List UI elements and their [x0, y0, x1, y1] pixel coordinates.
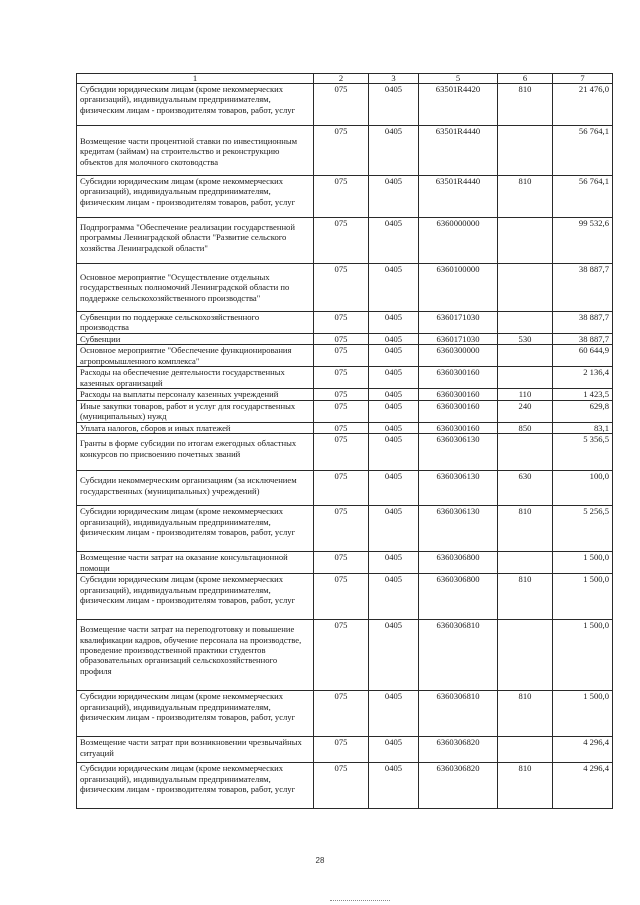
row-expense-type: 810 — [498, 506, 553, 552]
row-grbs: 075 — [314, 422, 369, 433]
row-section: 0405 — [369, 552, 419, 574]
row-grbs: 075 — [314, 334, 369, 345]
header-col-6: 6 — [498, 74, 553, 84]
header-col-7: 7 — [553, 74, 613, 84]
row-section: 0405 — [369, 218, 419, 264]
row-target-article: 6360300160 — [419, 389, 498, 400]
row-expense-type — [498, 434, 553, 471]
row-sum: 1 500,0 — [553, 620, 613, 691]
row-section: 0405 — [369, 506, 419, 552]
row-expense-type — [498, 552, 553, 574]
row-target-article: 6360171030 — [419, 312, 498, 334]
row-section: 0405 — [369, 176, 419, 218]
row-target-article: 6360306810 — [419, 620, 498, 691]
row-target-article: 6360306130 — [419, 471, 498, 506]
row-expense-type — [498, 345, 553, 367]
row-name: Субсидии некоммерческим организациям (за исключением государственных (муниципальных) учреждений) — [77, 471, 314, 506]
row-name: Расходы на выплаты персоналу казенных учреждений — [77, 389, 314, 400]
row-target-article: 6360300000 — [419, 345, 498, 367]
row-target-article: 63501R4440 — [419, 176, 498, 218]
page-number: 28 — [315, 856, 325, 865]
table-row — [77, 84, 613, 126]
row-grbs: 075 — [314, 620, 369, 691]
table-row — [77, 218, 613, 264]
table-row — [77, 552, 613, 574]
row-name: Основное мероприятие "Осуществление отдельных государственных полномочий Ленинградской области по поддержке сельскохозяйственного производства" — [77, 264, 314, 312]
row-target-article: 6360300160 — [419, 422, 498, 433]
row-target-article: 6360300160 — [419, 400, 498, 422]
row-grbs: 075 — [314, 367, 369, 389]
row-sum: 60 644,9 — [553, 345, 613, 367]
row-name: Субвенции — [77, 334, 314, 345]
row-sum: 38 887,7 — [553, 264, 613, 312]
row-expense-type — [498, 312, 553, 334]
row-section: 0405 — [369, 84, 419, 126]
table-row — [77, 389, 613, 400]
row-name: Субсидии юридическим лицам (кроме некоммерческих организаций), индивидуальным предпринимателям, физическим лицам - производителям товаров, работ, услуг — [77, 574, 314, 620]
row-grbs: 075 — [314, 126, 369, 176]
row-name: Субсидии юридическим лицам (кроме некоммерческих организаций), индивидуальным предпринимателям, физическим лицам - производителям товаров, работ, услуг — [77, 176, 314, 218]
row-section: 0405 — [369, 334, 419, 345]
table-row — [77, 422, 613, 433]
table-row — [77, 620, 613, 691]
row-section: 0405 — [369, 471, 419, 506]
row-name: Субвенции по поддержке сельскохозяйственного производства — [77, 312, 314, 334]
row-sum: 38 887,7 — [553, 334, 613, 345]
row-sum: 83,1 — [553, 422, 613, 433]
row-section: 0405 — [369, 312, 419, 334]
table-row — [77, 763, 613, 809]
row-expense-type: 630 — [498, 471, 553, 506]
row-expense-type: 530 — [498, 334, 553, 345]
row-name: Расходы на обеспечение деятельности государственных казенных организаций — [77, 367, 314, 389]
row-grbs: 075 — [314, 218, 369, 264]
row-grbs: 075 — [314, 400, 369, 422]
table-row — [77, 471, 613, 506]
row-section: 0405 — [369, 737, 419, 763]
row-target-article: 63501R4420 — [419, 84, 498, 126]
row-expense-type — [498, 620, 553, 691]
row-expense-type — [498, 737, 553, 763]
row-name: Основное мероприятие "Обеспечение функционирования агропромышленного комплекса" — [77, 345, 314, 367]
row-sum: 4 296,4 — [553, 763, 613, 809]
row-name: Иные закупки товаров, работ и услуг для государственных (муниципальных) нужд — [77, 400, 314, 422]
row-section: 0405 — [369, 389, 419, 400]
row-grbs: 075 — [314, 574, 369, 620]
scan-edge-mark — [330, 900, 390, 902]
table-row — [77, 264, 613, 312]
table-row — [77, 737, 613, 763]
row-target-article: 6360306130 — [419, 434, 498, 471]
row-grbs: 075 — [314, 84, 369, 126]
row-name: Уплата налогов, сборов и иных платежей — [77, 422, 314, 433]
row-sum: 21 476,0 — [553, 84, 613, 126]
header-col-5: 5 — [419, 74, 498, 84]
row-sum: 4 296,4 — [553, 737, 613, 763]
row-sum: 1 500,0 — [553, 574, 613, 620]
row-sum: 5 256,5 — [553, 506, 613, 552]
row-target-article: 6360300160 — [419, 367, 498, 389]
row-grbs: 075 — [314, 737, 369, 763]
row-target-article: 6360171030 — [419, 334, 498, 345]
row-section: 0405 — [369, 345, 419, 367]
row-expense-type — [498, 367, 553, 389]
table-row — [77, 506, 613, 552]
row-sum: 1 423,5 — [553, 389, 613, 400]
row-sum: 2 136,4 — [553, 367, 613, 389]
table-row — [77, 312, 613, 334]
header-col-2: 2 — [314, 74, 369, 84]
row-expense-type: 810 — [498, 176, 553, 218]
row-grbs: 075 — [314, 264, 369, 312]
row-grbs: 075 — [314, 552, 369, 574]
row-expense-type: 810 — [498, 763, 553, 809]
row-name: Субсидии юридическим лицам (кроме некоммерческих организаций), индивидуальным предпринимателям, физическим лицам - производителям товаров, работ, услуг — [77, 506, 314, 552]
row-name: Возмещение части затрат на переподготовку и повышение квалификации кадров, обучение персонала на производстве, проведение производственной практики студентов образовательных организаций сельскохозяйственного профиля — [77, 620, 314, 691]
row-sum: 629,8 — [553, 400, 613, 422]
row-target-article: 6360306820 — [419, 737, 498, 763]
header-col-3: 3 — [369, 74, 419, 84]
row-target-article: 6360306810 — [419, 691, 498, 737]
row-expense-type: 810 — [498, 84, 553, 126]
row-expense-type: 850 — [498, 422, 553, 433]
row-name: Субсидии юридическим лицам (кроме некоммерческих организаций), индивидуальным предпринимателям, физическим лицам - производителям товаров, работ, услуг — [77, 84, 314, 126]
row-sum: 100,0 — [553, 471, 613, 506]
table-header — [77, 74, 613, 84]
row-expense-type — [498, 264, 553, 312]
row-section: 0405 — [369, 691, 419, 737]
row-section: 0405 — [369, 574, 419, 620]
row-name: Возмещение части процентной ставки по инвестиционным кредитам (займам) на строительство и реконструкцию объектов для молочного скотоводства — [77, 126, 314, 176]
row-sum: 1 500,0 — [553, 691, 613, 737]
row-section: 0405 — [369, 763, 419, 809]
table-row — [77, 367, 613, 389]
table-row — [77, 691, 613, 737]
row-expense-type — [498, 126, 553, 176]
table-body — [77, 84, 613, 809]
row-grbs: 075 — [314, 312, 369, 334]
row-name: Субсидии юридическим лицам (кроме некоммерческих организаций), индивидуальным предпринимателям, физическим лицам - производителям товаров, работ, услуг — [77, 691, 314, 737]
row-sum: 56 764,1 — [553, 176, 613, 218]
table-row — [77, 345, 613, 367]
row-sum: 99 532,6 — [553, 218, 613, 264]
table-row — [77, 126, 613, 176]
row-expense-type: 810 — [498, 691, 553, 737]
row-expense-type: 110 — [498, 389, 553, 400]
row-name: Возмещение части затрат на оказание консультационной помощи — [77, 552, 314, 574]
row-grbs: 075 — [314, 389, 369, 400]
row-sum: 38 887,7 — [553, 312, 613, 334]
row-grbs: 075 — [314, 434, 369, 471]
row-section: 0405 — [369, 400, 419, 422]
row-grbs: 075 — [314, 471, 369, 506]
row-section: 0405 — [369, 264, 419, 312]
row-expense-type: 240 — [498, 400, 553, 422]
row-expense-type: 810 — [498, 574, 553, 620]
row-section: 0405 — [369, 126, 419, 176]
row-name: Субсидии юридическим лицам (кроме некоммерческих организаций), индивидуальным предпринимателям, физическим лицам - производителям товаров, работ, услуг — [77, 763, 314, 809]
row-target-article: 6360306800 — [419, 552, 498, 574]
table-row — [77, 334, 613, 345]
header-row — [77, 74, 613, 84]
row-name: Гранты в форме субсидии по итогам ежегодных областных конкурсов по присвоению почетных званий — [77, 434, 314, 471]
row-section: 0405 — [369, 620, 419, 691]
row-grbs: 075 — [314, 506, 369, 552]
row-expense-type — [498, 218, 553, 264]
row-section: 0405 — [369, 434, 419, 471]
row-target-article: 63501R4440 — [419, 126, 498, 176]
row-target-article: 6360000000 — [419, 218, 498, 264]
row-grbs: 075 — [314, 345, 369, 367]
row-name: Возмещение части затрат при возникновении чрезвычайных ситуаций — [77, 737, 314, 763]
row-section: 0405 — [369, 367, 419, 389]
table-row — [77, 176, 613, 218]
header-col-1: 1 — [77, 74, 314, 84]
row-grbs: 075 — [314, 176, 369, 218]
row-sum: 1 500,0 — [553, 552, 613, 574]
table-row — [77, 574, 613, 620]
row-name: Подпрограмма "Обеспечение реализации государственной программы Ленинградской области "Развитие сельского хозяйства Ленинградской области" — [77, 218, 314, 264]
row-section: 0405 — [369, 422, 419, 433]
row-sum: 56 764,1 — [553, 126, 613, 176]
table-row — [77, 434, 613, 471]
table-row — [77, 400, 613, 422]
row-grbs: 075 — [314, 691, 369, 737]
row-target-article: 6360306820 — [419, 763, 498, 809]
budget-table — [76, 73, 613, 809]
row-target-article: 6360306800 — [419, 574, 498, 620]
row-target-article: 6360100000 — [419, 264, 498, 312]
row-grbs: 075 — [314, 763, 369, 809]
row-target-article: 6360306130 — [419, 506, 498, 552]
row-sum: 5 356,5 — [553, 434, 613, 471]
